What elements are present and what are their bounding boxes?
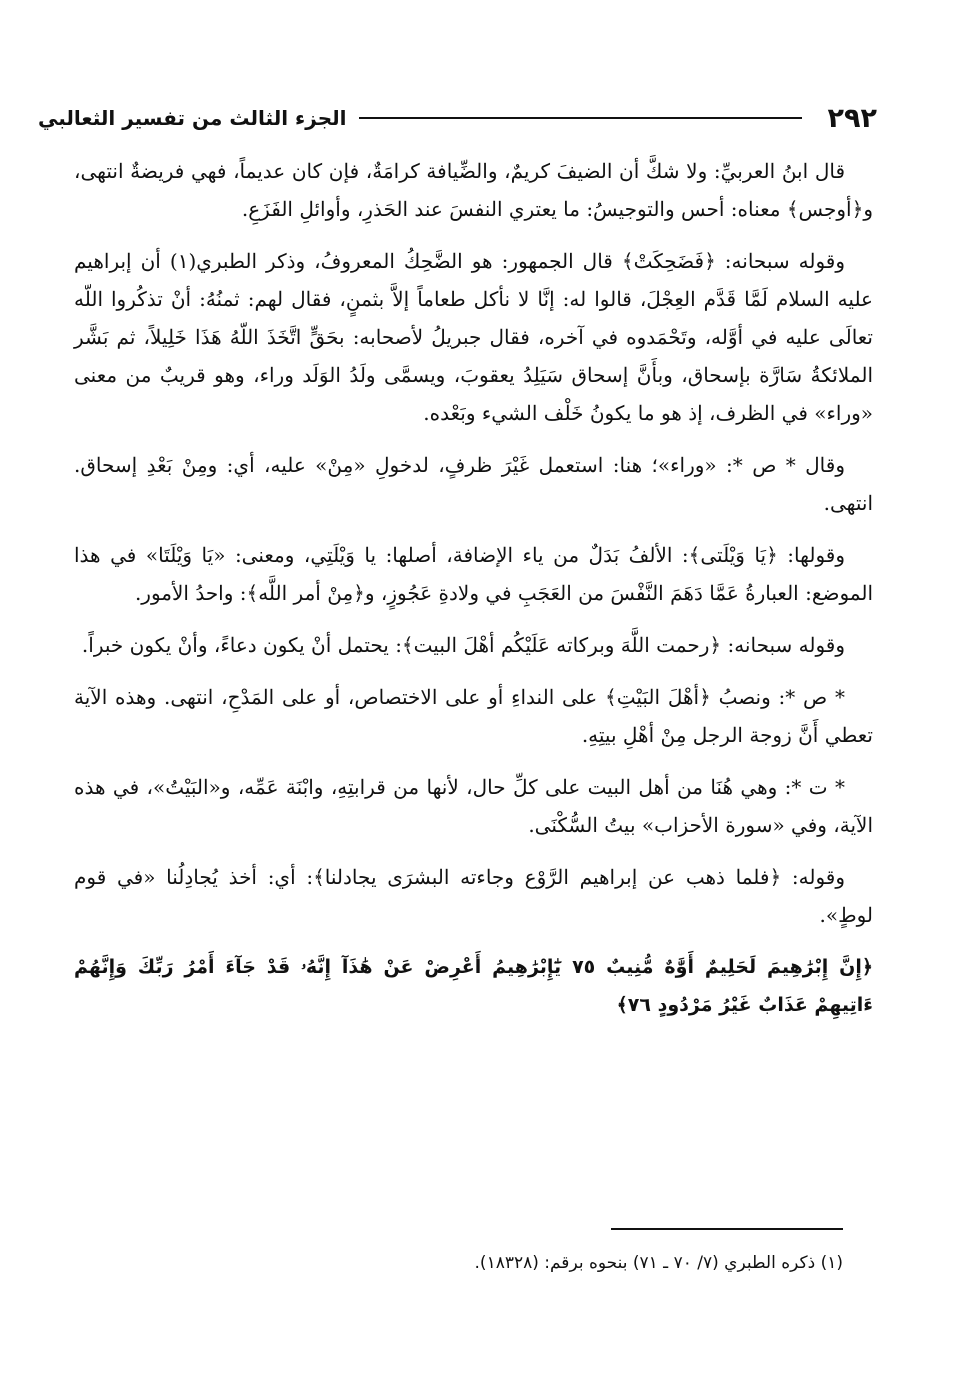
quran-verse: ﴿إِنَّ إِبْرَٰهِيمَ لَحَلِيمٌ أَوَّٰهٌ مُّنِيبٌ ٧٥ يَٰٓإِبْرَٰهِيمُ أَعْرِضْ عَنْ هَٰذَآ إِنَّهُۥ قَدْ جَآءَ أَمْرُ رَبِّكَ وَإِنَّهُمْ ءَاتِيهِمْ عَذَابٌ غَيْرُ مَرْدُودٍ ٧٦﴾: [74, 956, 873, 1016]
paragraph-ahl-albayt-ta: * ت *: وهي هُنَا من أهل البيت على كلِّ حال، لأنها من قرابتِهِ، وابْنَة عَمِّه، و«البَيْتُ»، في هذه الآية، وفي «سورة الأحزاب» بيتُ السُّكْنَى.: [74, 775, 873, 837]
paragraph-ahl-albayt-sad: * ص *: ونصبُ ﴿أهْلَ البَيْتِ﴾ على النداءِ أو على الاختصاص، أو على المَدْحِ، انتهى. وهذه الآية تعطي أَنَّ زوجة الرجل مِنْ أهْلِ بيتِهِ.: [74, 685, 873, 747]
paragraph-fadahikat: وقوله سبحانه: ﴿فَضَحِكَتْ﴾ قال الجمهور: هو الضَّحِكُ المعروفُ، وذكر الطبري(١) أن إبراهيم عليه السلام لَمَّا قَدَّم العِجْلَ، قالوا له: إنَّا لا نأكل طعاماً إلاَّ بثمنٍ، فقال لهم: ثمنُهُ: أنْ تذكُروا اللّه تعالَى عليه في أوَّله، وتَحْمَدوه في آخره، فقال جبريلُ لأصحابه: بحَقٍّ اتَّخَذَ اللّهُ هَذَا خَلِيلاً، ثم بَشَّر الملائكةُ سَارَّة بإسحاق، وبأَنَّ إسحاق سَيَلِدُ يعقوبَ، ويسمَّى ولَدُ الوَلَد وراء، وهو قريبٌ من معنى «وراء» في الظرف، إذ هو ما يكونُ خَلْف الشيء وبَعْده.: [74, 249, 873, 425]
paragraph-ya-waylata: وقولها: ﴿يَا وَيْلَتى﴾: الألفُ بَدَلٌ من ياء الإضافة، أصلها: يا وَيْلَتِي، ومعنى: «يَا وَيْلَتَا» في هذا الموضع: العبارةُ عَمَّا دَهَمَ النَّفْسَ من العَجَبِ في ولادةِ عَجُوزٍ، و﴿مِنْ أمر اللَّه﴾: واحدُ الأمور.: [74, 543, 873, 605]
header-rule: [359, 117, 802, 119]
paragraph-ibn-arabi: قال ابنُ العربيِّ: ولا شكَّ أن الضيفَ كريمٌ، والضِّيافة كرامَةٌ، فإن كان عديماً، فهي فريضةٌ انتهى، و﴿أوجس﴾ معناه: أحس والتوجيسُ: ما يعتري النفسَ عند الحَذرِ، وأوائلِ الفَزَعِ.: [74, 159, 873, 221]
page-header: [38, 96, 877, 140]
paragraph-falamma-dhahaba: وقوله: ﴿فلما ذهب عن إبراهيم الرَّوْع وجاءته البشرَى يجادلنا﴾: أي: أخذ يُجادِلُنا «في قوم لوطٍ».: [74, 865, 873, 927]
paragraph-waraa: وقال * ص *: «وراء»؛ هنا: استعمل غَيْرَ ظرفٍ، لدخولِ «مِنْ» عليه، أي: ومِنْ بَعْدِ إسحاق. انتهى.: [74, 453, 873, 515]
running-title: الجزء الثالث من تفسير الثعالبي: [38, 106, 347, 130]
page-number: ٢٩٢: [827, 102, 877, 134]
paragraph-rahmat-allah: وقوله سبحانه: ﴿رحمت اللَّهَ وبركاته عَلَيْكُم أهْلَ البيت﴾: يحتمل أنْ يكون دعاءً، وأنْ يكون خبراً.: [81, 633, 845, 657]
footnote: (١) ذكره الطبري (٧/ ٧٠ ـ ٧١) بنحوه برقم: (١٨٣٢٨).: [474, 1253, 843, 1273]
footnote-separator: [611, 1228, 843, 1230]
main-text: [74, 152, 873, 1038]
